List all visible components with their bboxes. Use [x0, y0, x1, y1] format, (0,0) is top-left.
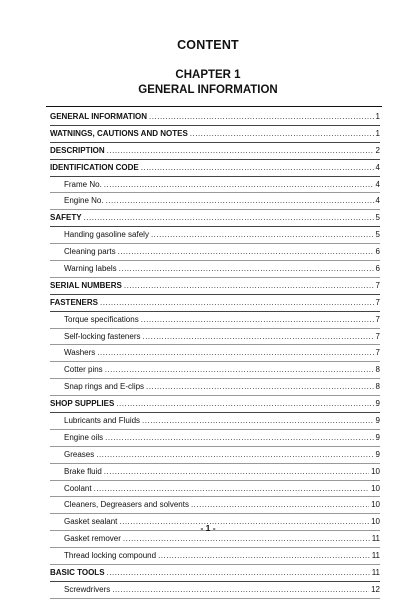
toc-entry[interactable] — [50, 244, 380, 261]
dot-leader — [124, 281, 374, 290]
toc-entry[interactable] — [50, 345, 380, 362]
toc-entry[interactable] — [50, 430, 380, 447]
dot-leader — [142, 332, 373, 341]
toc-entry-page: 9 — [375, 399, 380, 409]
toc-entry[interactable] — [50, 531, 380, 548]
dot-leader — [119, 264, 374, 273]
toc-entry[interactable] — [50, 497, 380, 514]
dot-leader — [190, 129, 374, 138]
toc-entry-label: Engine No. — [64, 196, 104, 206]
toc-entry-page: 11 — [371, 534, 380, 544]
toc-entry[interactable] — [50, 362, 380, 379]
toc-entry-page: 6 — [375, 247, 380, 257]
chapter-name: GENERAL INFORMATION — [138, 84, 278, 96]
toc-entry-page: 7 — [375, 314, 380, 324]
toc-entry[interactable] — [50, 210, 380, 227]
toc-entry-page: 8 — [375, 365, 380, 375]
toc-entry[interactable] — [50, 261, 380, 278]
toc-entry[interactable] — [50, 126, 380, 143]
toc-entry[interactable] — [50, 143, 380, 160]
toc-entry-page: 5 — [375, 230, 380, 240]
toc-entry[interactable] — [50, 193, 380, 210]
toc-entry-label: FASTENERS — [50, 297, 99, 307]
toc-entry[interactable] — [50, 160, 380, 177]
toc-entry-page: 9 — [375, 432, 380, 442]
toc-entry[interactable] — [50, 329, 380, 346]
toc-entry-page: 10 — [371, 466, 380, 476]
toc-entry-label: Brake fluid — [64, 466, 102, 476]
toc-entry-label: Snap rings and E-clips — [64, 382, 145, 392]
toc-entry-label: BASIC TOOLS — [50, 568, 105, 578]
toc-entry-label: Handing gasoline safely — [64, 230, 149, 240]
dot-leader — [141, 163, 374, 172]
dot-leader — [123, 534, 370, 543]
toc-entry-page: 7 — [375, 297, 380, 307]
dot-leader — [106, 196, 374, 205]
toc-entry[interactable] — [50, 413, 380, 430]
toc-entry[interactable] — [50, 109, 380, 126]
page-title: CONTENT — [177, 38, 239, 52]
toc-entry-label: SERIAL NUMBERS — [50, 280, 122, 290]
toc-entry[interactable] — [50, 177, 380, 194]
toc-entry-label: Lubricants and Fluids — [64, 416, 141, 426]
dot-leader — [105, 365, 374, 374]
page-number: - 1 - — [200, 523, 216, 533]
toc-entry-label: SAFETY — [50, 213, 82, 223]
toc-entry-page: 7 — [375, 348, 380, 358]
toc-entry[interactable] — [50, 464, 380, 481]
toc-entry-page: 4 — [375, 196, 380, 206]
toc-entry-label: IDENTIFICATION CODE — [50, 162, 139, 172]
toc-entry[interactable] — [50, 227, 380, 244]
dot-leader — [116, 399, 373, 408]
dot-leader — [96, 450, 373, 459]
toc-entry-page: 7 — [375, 331, 380, 341]
toc-entry-page: 4 — [375, 162, 380, 172]
toc-entry-label: Screwdrivers — [64, 584, 111, 594]
toc-entry-page: 10 — [371, 517, 380, 527]
dot-leader — [97, 348, 373, 357]
toc-entry-page: 6 — [375, 264, 380, 274]
toc-entry-page: 7 — [375, 280, 380, 290]
toc-entry-label: Self-locking fasteners — [64, 331, 141, 341]
dot-leader — [142, 416, 374, 425]
toc-entry-page: 11 — [371, 551, 380, 561]
toc-entry-page: 1 — [375, 112, 380, 121]
toc-entry[interactable] — [50, 312, 380, 329]
toc-entry-label: Engine oils — [64, 432, 104, 442]
toc-entry-page: 9 — [375, 416, 380, 426]
dot-leader — [191, 500, 369, 509]
toc-entry-page: 11 — [371, 568, 380, 578]
dot-leader — [112, 585, 369, 594]
toc-entry-label: Gasket remover — [64, 534, 121, 544]
toc-entry-page: 4 — [375, 179, 380, 189]
toc-entry[interactable] — [50, 396, 380, 413]
dot-leader — [141, 315, 374, 324]
dot-leader — [149, 112, 374, 121]
toc-entry-page: 8 — [375, 382, 380, 392]
toc-entry-label: Frame No. — [64, 179, 102, 189]
toc-entry-label: Gasket sealant — [64, 517, 118, 527]
dot-leader — [105, 433, 373, 442]
toc-entry-label: WATNINGS, CAUTIONS AND NOTES — [50, 128, 188, 138]
dot-leader — [84, 213, 374, 222]
dot-leader — [118, 247, 374, 256]
top-rule — [46, 106, 382, 107]
toc-entry[interactable] — [50, 278, 380, 295]
toc-entry-label: DESCRIPTION — [50, 145, 105, 155]
dot-leader — [107, 146, 374, 155]
toc-entry-label: Coolant — [64, 483, 92, 493]
toc-entry-page: 9 — [375, 449, 380, 459]
dot-leader — [151, 230, 374, 239]
toc-entry-page: 2 — [375, 145, 380, 155]
toc-entry[interactable] — [50, 295, 380, 312]
dot-leader — [146, 382, 374, 391]
dot-leader — [100, 298, 374, 307]
toc-entry-label: Thread locking compound — [64, 551, 157, 561]
toc-entry[interactable] — [50, 565, 380, 582]
toc-entry-label: Cotter pins — [64, 365, 103, 375]
toc-entry-page: 12 — [371, 584, 380, 594]
chapter-heading — [0, 68, 416, 98]
toc-entry-page: 1 — [375, 128, 380, 138]
chapter-number: CHAPTER 1 — [175, 69, 241, 81]
toc-entry-label: Warning labels — [64, 264, 117, 274]
toc-entry[interactable] — [50, 582, 380, 599]
toc-entry[interactable] — [50, 481, 380, 498]
toc-entry-page: 10 — [371, 483, 380, 493]
dot-leader — [158, 551, 370, 560]
toc-entry[interactable] — [50, 447, 380, 464]
toc-entry-label: Cleaning parts — [64, 247, 116, 257]
toc-entry[interactable] — [50, 548, 380, 565]
dot-leader — [104, 467, 369, 476]
toc-entry-label: SHOP SUPPLIES — [50, 399, 115, 409]
toc-entry-page: 10 — [371, 500, 380, 510]
dot-leader — [94, 484, 370, 493]
toc-entry-label: Cleaners, Degreasers and solvents — [64, 500, 189, 510]
toc-entry[interactable] — [50, 379, 380, 396]
dot-leader — [104, 180, 374, 189]
toc-entry-label: GENERAL INFORMATION — [50, 112, 148, 121]
toc-entry-label: Greases — [64, 449, 95, 459]
toc-entry-page: 5 — [375, 213, 380, 223]
toc-entry-label: Torque specifications — [64, 314, 139, 324]
toc-entry-label: Washers — [64, 348, 96, 358]
dot-leader — [107, 568, 370, 577]
